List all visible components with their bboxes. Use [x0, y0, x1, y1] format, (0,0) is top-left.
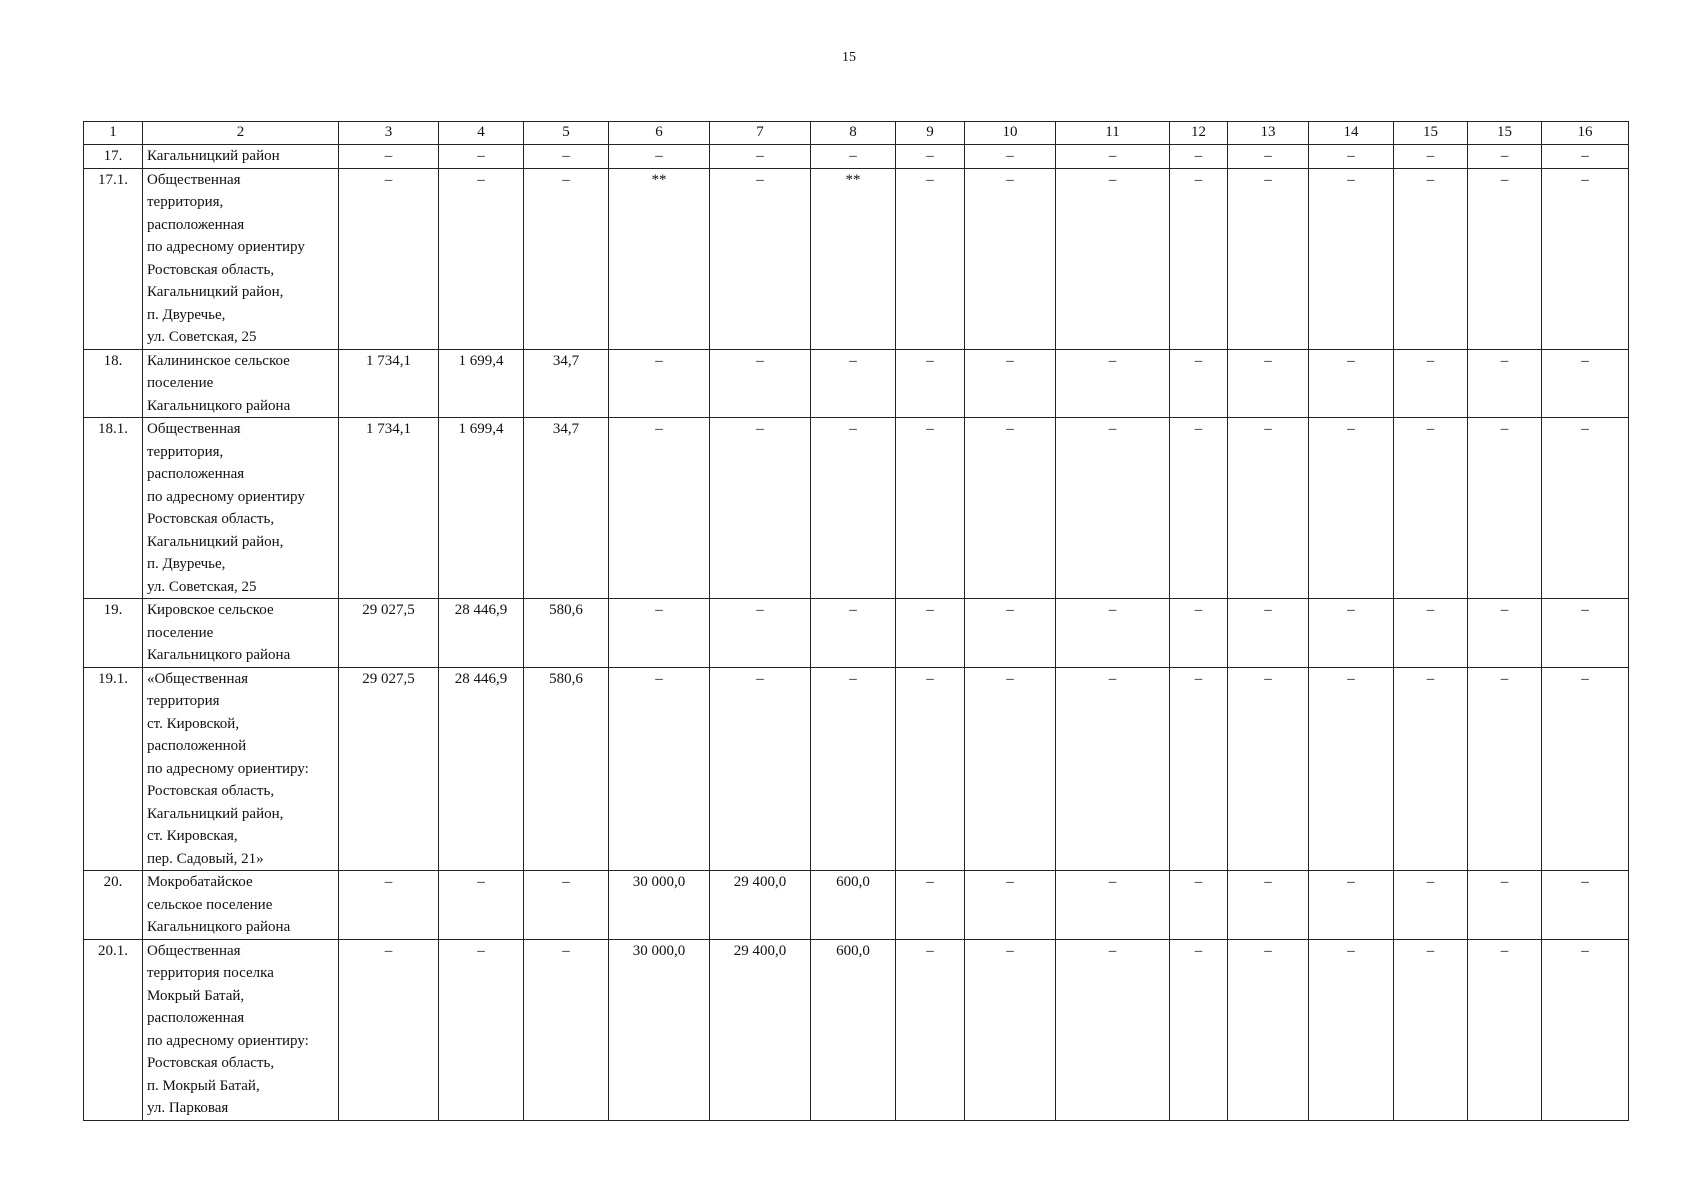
row-number-cell: 19.1.	[84, 667, 143, 871]
table-row	[84, 168, 1629, 349]
column-header: 12	[1170, 122, 1228, 145]
value-cell: –	[710, 168, 811, 349]
value-cell: –	[439, 168, 524, 349]
value-cell: –	[524, 168, 609, 349]
value-cell: **	[609, 168, 710, 349]
value-cell: –	[1542, 667, 1629, 871]
value-cell: –	[710, 418, 811, 599]
value-cell: 28 446,9	[439, 667, 524, 871]
value-cell: –	[1309, 667, 1394, 871]
value-cell: –	[965, 145, 1056, 169]
row-number-cell: 20.1.	[84, 939, 143, 1120]
value-cell: –	[811, 667, 896, 871]
row-name-cell: Общественная территория, расположенная по адресному ориентиру Ростовская область, Кагальницкий район, п. Двуречье, ул. Советская, 25	[143, 168, 339, 349]
value-cell: 29 027,5	[339, 599, 439, 668]
value-cell: –	[1394, 418, 1468, 599]
value-cell: –	[609, 145, 710, 169]
value-cell: –	[1394, 939, 1468, 1120]
value-cell: –	[1056, 667, 1170, 871]
value-cell: 580,6	[524, 599, 609, 668]
value-cell: –	[1394, 667, 1468, 871]
value-cell: –	[1394, 145, 1468, 169]
value-cell: –	[339, 145, 439, 169]
value-cell: 30 000,0	[609, 871, 710, 940]
value-cell: –	[1468, 939, 1542, 1120]
value-cell: –	[524, 939, 609, 1120]
value-cell: –	[609, 667, 710, 871]
value-cell: –	[524, 145, 609, 169]
table-row	[84, 349, 1629, 418]
value-cell: 600,0	[811, 939, 896, 1120]
table-row	[84, 599, 1629, 668]
row-name-cell: Общественная территория поселка Мокрый Батай, расположенная по адресному ориентиру: Ростовская область, п. Мокрый Батай, ул. Парковая	[143, 939, 339, 1120]
value-cell: –	[896, 667, 965, 871]
value-cell: 29 027,5	[339, 667, 439, 871]
column-header: 1	[84, 122, 143, 145]
table-row	[84, 667, 1629, 871]
value-cell: 1 699,4	[439, 349, 524, 418]
column-header: 15	[1394, 122, 1468, 145]
row-name-cell: Мокробатайское сельское поселение Кагальницкого района	[143, 871, 339, 940]
value-cell: –	[1309, 349, 1394, 418]
value-cell: 600,0	[811, 871, 896, 940]
value-cell: –	[1228, 168, 1309, 349]
value-cell: –	[965, 418, 1056, 599]
value-cell: –	[1394, 871, 1468, 940]
value-cell: –	[710, 145, 811, 169]
value-cell: –	[896, 939, 965, 1120]
value-cell: –	[811, 349, 896, 418]
row-name-cell: «Общественная территория ст. Кировской, расположенной по адресному ориентиру: Ростовская область, Кагальницкий район, ст. Кировская, пер. Садовый, 21»	[143, 667, 339, 871]
row-number-cell: 19.	[84, 599, 143, 668]
value-cell: 34,7	[524, 349, 609, 418]
value-cell: –	[965, 871, 1056, 940]
value-cell: –	[1309, 939, 1394, 1120]
value-cell: 29 400,0	[710, 939, 811, 1120]
value-cell: –	[811, 599, 896, 668]
value-cell: –	[1228, 667, 1309, 871]
value-cell: –	[1309, 145, 1394, 169]
value-cell: –	[965, 168, 1056, 349]
value-cell: 1 734,1	[339, 349, 439, 418]
table-row	[84, 871, 1629, 940]
value-cell: –	[1228, 599, 1309, 668]
value-cell: –	[1228, 418, 1309, 599]
row-number-cell: 17.1.	[84, 168, 143, 349]
value-cell: –	[896, 871, 965, 940]
value-cell: 29 400,0	[710, 871, 811, 940]
value-cell: –	[1542, 145, 1629, 169]
value-cell: –	[1468, 349, 1542, 418]
value-cell: –	[1468, 168, 1542, 349]
row-name-cell: Общественная территория, расположенная по адресному ориентиру Ростовская область, Кагальницкий район, п. Двуречье, ул. Советская, 25	[143, 418, 339, 599]
value-cell: –	[811, 145, 896, 169]
value-cell: –	[1468, 667, 1542, 871]
column-header: 15	[1468, 122, 1542, 145]
value-cell: –	[609, 599, 710, 668]
value-cell: 34,7	[524, 418, 609, 599]
value-cell: –	[1056, 939, 1170, 1120]
value-cell: –	[439, 939, 524, 1120]
value-cell: –	[896, 349, 965, 418]
value-cell: –	[1468, 871, 1542, 940]
value-cell: –	[1170, 939, 1228, 1120]
value-cell: –	[965, 667, 1056, 871]
value-cell: –	[896, 168, 965, 349]
value-cell: –	[1542, 168, 1629, 349]
column-header: 8	[811, 122, 896, 145]
value-cell: –	[439, 871, 524, 940]
value-cell: –	[896, 418, 965, 599]
value-cell: –	[1056, 145, 1170, 169]
value-cell: –	[1542, 349, 1629, 418]
value-cell: –	[1228, 871, 1309, 940]
value-cell: –	[609, 418, 710, 599]
value-cell: –	[1056, 168, 1170, 349]
value-cell: –	[1170, 145, 1228, 169]
value-cell: –	[1228, 349, 1309, 418]
value-cell: –	[896, 599, 965, 668]
row-number-cell: 17.	[84, 145, 143, 169]
value-cell: –	[339, 871, 439, 940]
value-cell: –	[1056, 418, 1170, 599]
row-number-cell: 18.	[84, 349, 143, 418]
value-cell: –	[1170, 871, 1228, 940]
value-cell: 1 699,4	[439, 418, 524, 599]
column-header: 9	[896, 122, 965, 145]
column-header: 2	[143, 122, 339, 145]
value-cell: –	[609, 349, 710, 418]
value-cell: –	[1228, 939, 1309, 1120]
value-cell: 1 734,1	[339, 418, 439, 599]
value-cell: –	[1170, 667, 1228, 871]
value-cell: –	[1542, 871, 1629, 940]
value-cell: –	[1056, 871, 1170, 940]
value-cell: –	[439, 145, 524, 169]
value-cell: –	[965, 939, 1056, 1120]
value-cell: –	[1542, 939, 1629, 1120]
value-cell: –	[896, 145, 965, 169]
value-cell: –	[710, 599, 811, 668]
value-cell: –	[1468, 145, 1542, 169]
value-cell: –	[1542, 599, 1629, 668]
value-cell: –	[710, 349, 811, 418]
value-cell: –	[1170, 418, 1228, 599]
value-cell: –	[1056, 349, 1170, 418]
value-cell: –	[1394, 168, 1468, 349]
value-cell: –	[1309, 168, 1394, 349]
column-header: 3	[339, 122, 439, 145]
value-cell: –	[524, 871, 609, 940]
value-cell: –	[339, 168, 439, 349]
row-name-cell: Кагальницкий район	[143, 145, 339, 169]
column-header: 16	[1542, 122, 1629, 145]
value-cell: –	[1170, 599, 1228, 668]
value-cell: –	[1170, 349, 1228, 418]
value-cell: **	[811, 168, 896, 349]
value-cell: –	[965, 599, 1056, 668]
value-cell: –	[1170, 168, 1228, 349]
value-cell: –	[811, 418, 896, 599]
value-cell: –	[1394, 349, 1468, 418]
value-cell: 30 000,0	[609, 939, 710, 1120]
row-number-cell: 18.1.	[84, 418, 143, 599]
value-cell: –	[965, 349, 1056, 418]
table-row	[84, 418, 1629, 599]
value-cell: –	[1542, 418, 1629, 599]
row-name-cell: Калининское сельское поселение Кагальницкого района	[143, 349, 339, 418]
value-cell: –	[1394, 599, 1468, 668]
column-header: 7	[710, 122, 811, 145]
value-cell: –	[710, 667, 811, 871]
column-header: 11	[1056, 122, 1170, 145]
value-cell: –	[1468, 599, 1542, 668]
column-header: 5	[524, 122, 609, 145]
table-row	[84, 145, 1629, 169]
column-header: 14	[1309, 122, 1394, 145]
column-header: 10	[965, 122, 1056, 145]
value-cell: –	[339, 939, 439, 1120]
value-cell: –	[1468, 418, 1542, 599]
value-cell: –	[1309, 599, 1394, 668]
row-number-cell: 20.	[84, 871, 143, 940]
value-cell: 580,6	[524, 667, 609, 871]
value-cell: –	[1228, 145, 1309, 169]
row-name-cell: Кировское сельское поселение Кагальницкого района	[143, 599, 339, 668]
table-row	[84, 939, 1629, 1120]
page-number: 15	[842, 50, 856, 65]
column-header: 4	[439, 122, 524, 145]
value-cell: –	[1056, 599, 1170, 668]
header-row	[84, 122, 1629, 145]
value-cell: 28 446,9	[439, 599, 524, 668]
value-cell: –	[1309, 871, 1394, 940]
column-header: 6	[609, 122, 710, 145]
column-header: 13	[1228, 122, 1309, 145]
data-table	[83, 121, 1629, 1121]
value-cell: –	[1309, 418, 1394, 599]
